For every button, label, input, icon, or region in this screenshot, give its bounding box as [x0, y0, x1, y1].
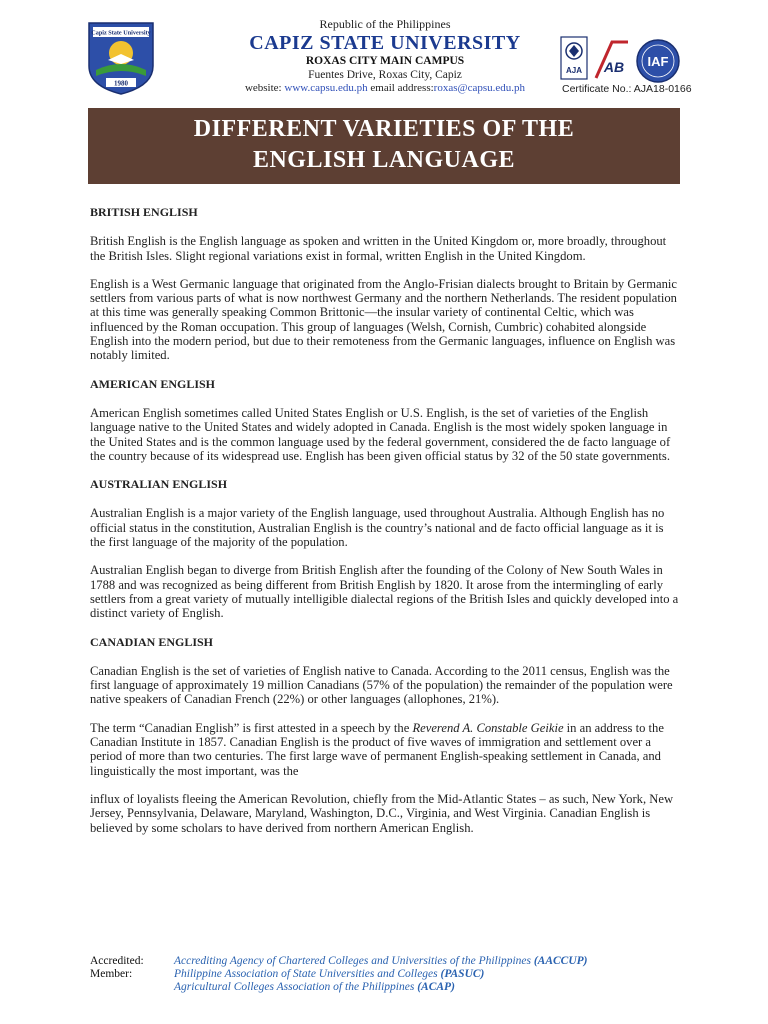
footer-member-row-2 [90, 981, 710, 994]
footer-accreditation [90, 955, 710, 994]
footer-member-row [90, 968, 710, 981]
heading-british-english: BRITISH ENGLISH [90, 205, 198, 219]
accredited-label: Accredited: [90, 955, 144, 967]
member1-text: Philippine Association of State Universities and Colleges [174, 968, 441, 980]
campus-name: ROXAS CITY MAIN CAMPUS [305, 54, 465, 67]
paragraph-canadian-2 [90, 721, 680, 778]
member-label: Member: [90, 968, 133, 980]
paragraph-british-1: British English is the English language as spoken and written in the United Kingdom or, more broadly, throughout the British Isles. Slight regional variations exist in formal, written English in the United Kingdom. [90, 234, 667, 263]
email-label: email address: [367, 81, 434, 94]
university-seal-logo [86, 20, 156, 96]
member-label-spacer [90, 981, 174, 994]
member-value-2 [174, 981, 455, 994]
paragraph-canadian-2-start: The term “Canadian English” is first attested in a speech by the [90, 720, 413, 735]
accredited-text: Accrediting Agency of Chartered Colleges and Universities of the Philippines [174, 955, 534, 967]
paragraph-canadian-1: Canadian English is the set of varieties of English native to Canada. According to the 2011 census, English was the first language of approximately 19 million Canadians (57% of the population) the remainder of the population were native speakers of Canadian French (22%) or other languages (allophones, 21%). [90, 663, 673, 707]
certification-logos [560, 36, 692, 98]
heading-australian-english: AUSTRALIAN ENGLISH [90, 477, 228, 492]
accredited-abbr: (AACCUP) [533, 955, 588, 967]
paragraph-canadian-2-end: in an address to the Canadian Institute in 1857. Canadian English is the product of five waves of immigration and settlement over a period of more than two centuries. The first large wave of permanent English-speaking settlement in Canada, and linguistically the most important, was the [90, 720, 664, 778]
paragraph-canadian-3: influx of loyalists fleeing the American Revolution, chiefly from the Mid-Atlantic States – as such, New York, New Jersey, Pennsylvania, Delaware, Maryland, Washington, D.C., Virginia, and West Virginia. Canadian English is believed by some scholars to have derived from northern American English. [90, 791, 674, 835]
title-banner [88, 108, 680, 184]
contact-line [195, 83, 575, 95]
member1-abbr: (PASUC) [440, 968, 485, 980]
website-link[interactable]: www.capsu.edu.ph [284, 81, 368, 94]
letterhead [0, 0, 768, 105]
member2-abbr: (ACAP) [417, 981, 455, 993]
member-value-1 [174, 968, 484, 981]
iaf-logo [635, 38, 681, 84]
website-label: website: [244, 81, 285, 94]
certificate-number: Certificate No.: AJA18-0166 [562, 83, 692, 95]
banner-line-1: DIFFERENT VARIETIES OF THE [193, 116, 575, 142]
heading-american-english: AMERICAN ENGLISH [90, 376, 216, 391]
paragraph-australian-2: Australian English began to diverge from British English after the founding of the Colony of New South Wales in 1788 and was recognized as being different from British English by 1820. It arose from the intermingling of early settlers from a great variety of mutually intelligible dialectal regions of the British Isles and quickly developed into a distinct variety of English. [90, 563, 679, 621]
letterhead-text [195, 18, 575, 94]
svg-text:Capiz State University: Capiz State University [91, 29, 151, 37]
article-body [90, 205, 680, 849]
geikie-name: Reverend A. Constable Geikie [412, 720, 564, 735]
heading-canadian-english: CANADIAN ENGLISH [90, 634, 214, 649]
university-name: CAPIZ STATE UNIVERSITY [249, 31, 521, 54]
aja-logo-text: AJA [565, 66, 583, 75]
ab-logo [592, 38, 632, 82]
paragraph-british-2: English is a West Germanic language that originated from the Anglo-Frisian dialects brought to Britain by Germanic settlers from various parts of what is now northwest Germany and the northern Netherlands. The resident population at this time was generally speaking Common Brittonic—the insular variety of continental Celtic, which was influenced by the Roman occupation. This group of languages (Welsh, Cornish, Cumbric) cohabited alongside English into the modern period, but due to their remoteness from the Germanic languages, influence on English was notably limited. [90, 276, 678, 363]
ab-logo-text: AB [603, 59, 625, 75]
republic-line: Republic of the Philippines [319, 17, 451, 31]
svg-text:1980: 1980 [114, 79, 128, 88]
accredited-value [174, 955, 588, 968]
campus-address: Fuentes Drive, Roxas City, Capiz [308, 68, 462, 81]
footer-accredited-row [90, 955, 710, 968]
paragraph-american-1: American English sometimes called United States English or U.S. English, is the set of varieties of the English language native to the United States and widely adopted in Canada. English is the most widely spoken language in the United States and is the common language used by the federal government, considered the de facto language of the country because of its widespread use. English has been given official status by 32 of the 50 state governments. [90, 405, 671, 463]
paragraph-australian-1: Australian English is a major variety of the English language, used throughout Australia. Although English has no official status in the constitution, Australian English is the country’s national and de facto official language as it is the first language of the majority of the population. [90, 506, 665, 550]
email-link[interactable]: roxas@capsu.edu.ph [433, 81, 526, 94]
iaf-logo-text: IAF [647, 54, 669, 69]
banner-line-2: ENGLISH LANGUAGE [252, 147, 516, 173]
aja-logo [560, 36, 588, 80]
member2-text: Agricultural Colleges Association of the Philippines [174, 981, 418, 993]
